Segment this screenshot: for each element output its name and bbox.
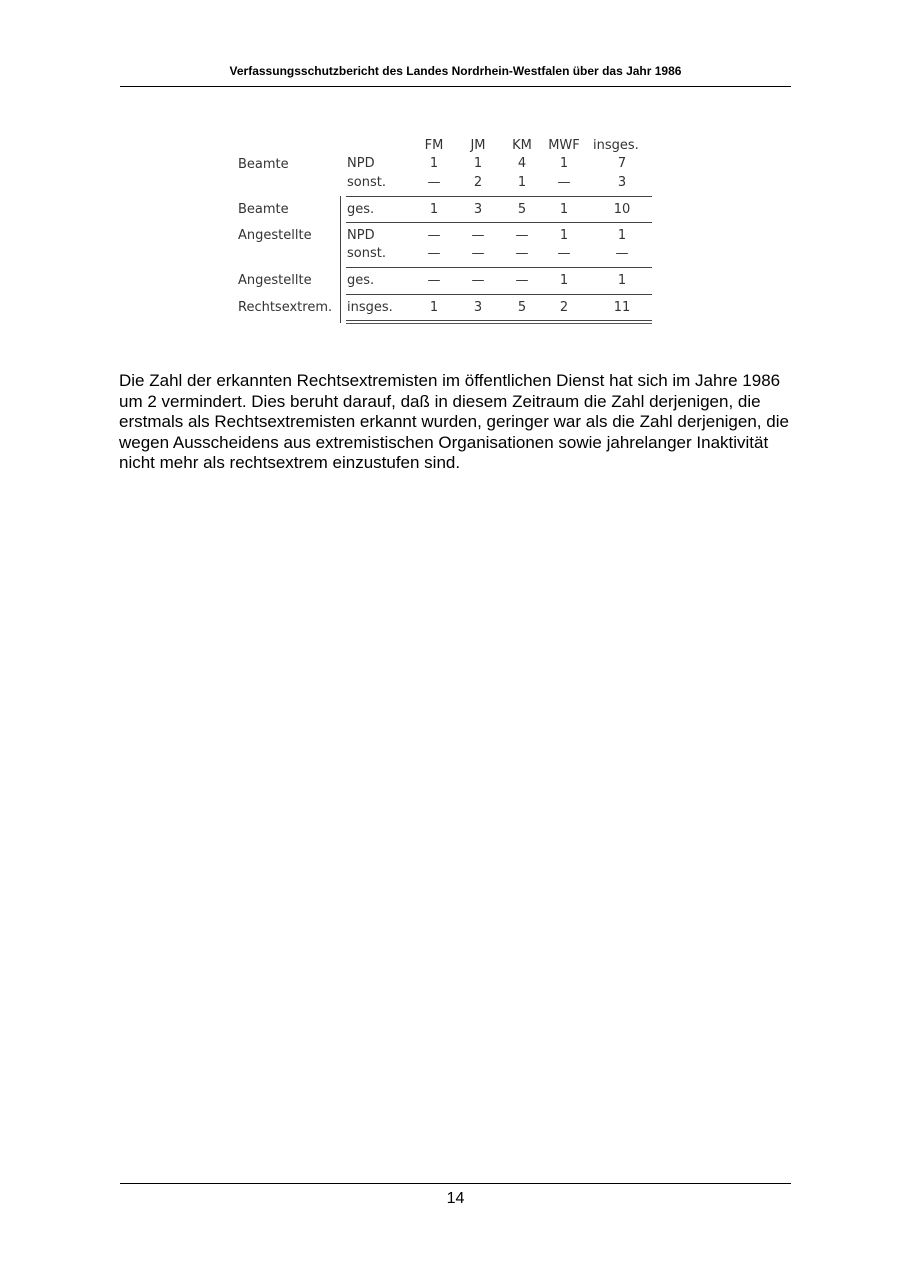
table-cell: — xyxy=(427,175,441,190)
table-rule xyxy=(346,222,652,223)
column-header: FM xyxy=(424,138,444,153)
table-cell: — xyxy=(471,228,485,243)
table-cell: 2 xyxy=(473,175,483,190)
table-cell: 4 xyxy=(517,156,527,171)
row-label: NPD xyxy=(347,156,375,171)
table-cell: — xyxy=(427,228,441,243)
table-cell: 3 xyxy=(473,300,483,315)
table-cell: 1 xyxy=(559,156,569,171)
column-header: MWF xyxy=(548,138,580,153)
table-rule xyxy=(346,294,652,295)
table-cell: 2 xyxy=(559,300,569,315)
row-group-label: Beamte xyxy=(238,157,289,172)
row-label: insges. xyxy=(347,300,393,315)
page-number: 14 xyxy=(446,1190,465,1207)
table-cell: — xyxy=(515,273,529,288)
table-cell: — xyxy=(515,246,529,261)
column-header: insges. xyxy=(593,138,639,153)
row-label: ges. xyxy=(347,273,375,288)
table-cell: — xyxy=(515,228,529,243)
table-cell: 1 xyxy=(559,228,569,243)
table-cell: 1 xyxy=(517,175,527,190)
table-rule xyxy=(346,320,652,321)
table-cell: — xyxy=(427,273,441,288)
row-label: ges. xyxy=(347,202,375,217)
row-group-label: Angestellte xyxy=(238,228,312,243)
table-rule xyxy=(346,196,652,197)
table-cell: 1 xyxy=(617,228,627,243)
table-cell: 1 xyxy=(429,156,439,171)
header-divider xyxy=(120,86,791,87)
table-cell: 3 xyxy=(617,175,627,190)
table-vertical-rule xyxy=(340,196,341,323)
column-header: JM xyxy=(470,138,486,153)
table-cell: 7 xyxy=(617,156,627,171)
table-cell: — xyxy=(427,246,441,261)
table-cell: — xyxy=(615,246,629,261)
table-rule xyxy=(346,267,652,268)
table-cell: — xyxy=(471,246,485,261)
table-cell: 1 xyxy=(559,273,569,288)
table-cell: 5 xyxy=(517,300,527,315)
table-cell: 1 xyxy=(559,202,569,217)
body-paragraph: Die Zahl der erkannten Rechtsextremisten im öffentlichen Dienst hat sich im Jahre 1986 um 2 vermindert. Dies beruht darauf, daß in diesem Zeitraum die Zahl derjenigen, die erstmals als Rechtsextremisten erkannt wurden, geringer war als die Zahl derjenigen, die wegen Ausscheidens aus extremistischen Organisationen sowie jahrelanger Inaktivität nicht mehr als rechtsextrem einzustufen sind. xyxy=(119,371,789,472)
statistics-table xyxy=(230,134,660,329)
table-cell: 3 xyxy=(473,202,483,217)
table-cell: 1 xyxy=(617,273,627,288)
row-group-label: Beamte xyxy=(238,202,289,217)
table-cell: — xyxy=(557,175,571,190)
table-cell: 1 xyxy=(473,156,483,171)
table-cell: 1 xyxy=(429,300,439,315)
table-cell: — xyxy=(557,246,571,261)
table-cell: 10 xyxy=(613,202,631,217)
row-group-label: Angestellte xyxy=(238,273,312,288)
row-label: sonst. xyxy=(347,175,386,190)
table-cell: 1 xyxy=(429,202,439,217)
table-cell: 5 xyxy=(517,202,527,217)
page-header: Verfassungsschutzbericht des Landes Nordrhein-Westfalen über das Jahr 1986 xyxy=(229,64,682,78)
row-group-label: Rechtsextrem. xyxy=(238,300,333,315)
table-cell: — xyxy=(471,273,485,288)
row-label: sonst. xyxy=(347,246,386,261)
column-header: KM xyxy=(512,138,532,153)
row-label: NPD xyxy=(347,228,375,243)
table-rule xyxy=(346,323,652,324)
table-cell: 11 xyxy=(613,300,631,315)
footer-divider xyxy=(120,1183,791,1184)
